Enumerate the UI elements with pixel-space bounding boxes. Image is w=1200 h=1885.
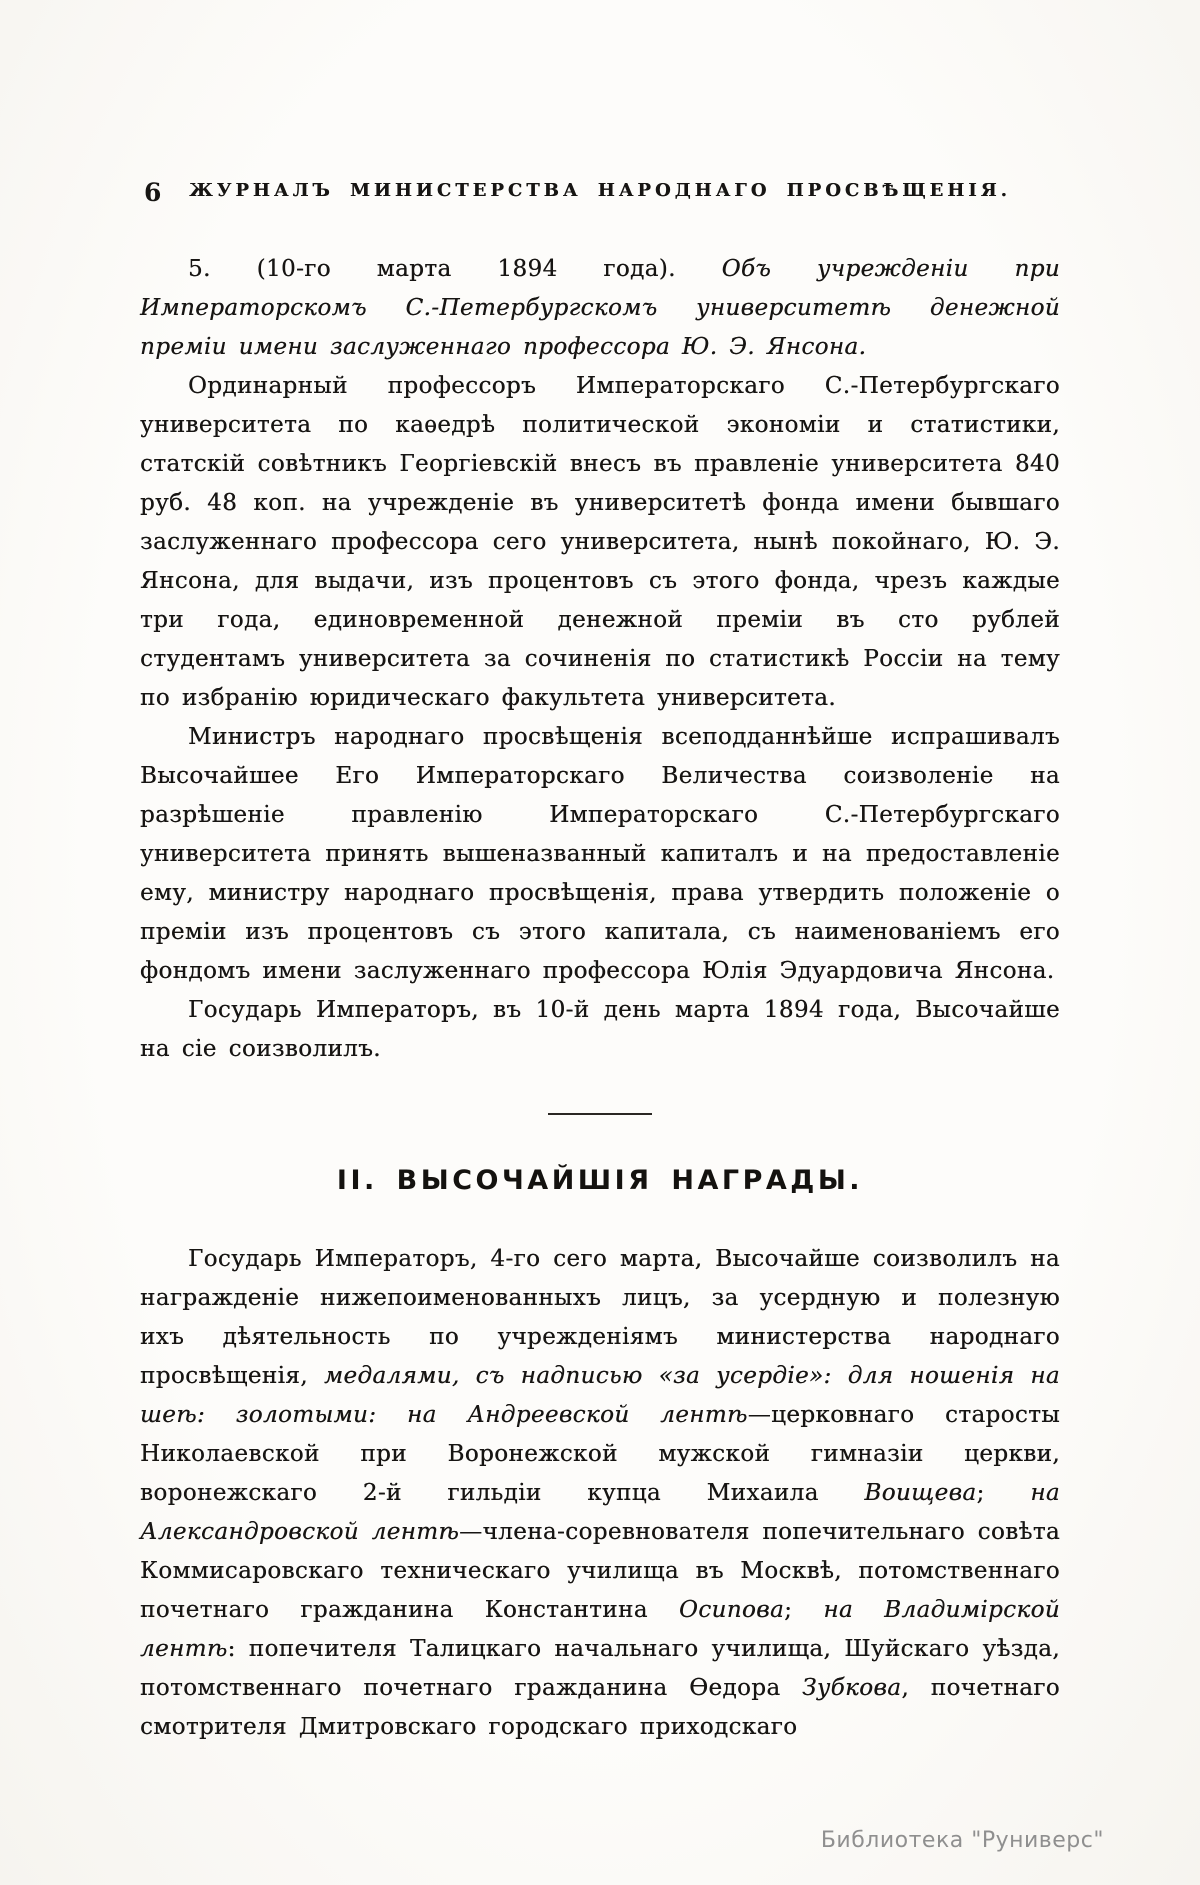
text-segment: : попечителя Талицкаго начальнаго училища, Шуйскаго уѣзда, потомственнаго почетнаго гражданина Ѳедора bbox=[140, 1636, 1060, 1701]
running-title: ЖУРНАЛЪ МИНИСТЕРСТВА НАРОДНАГО ПРОСВѢЩЕНІЯ. bbox=[189, 180, 1011, 201]
library-watermark: Библиотека "Руниверс" bbox=[820, 1828, 1104, 1853]
medal-clause: медалями, съ надписью «за усердіе»: для ношенія на шеѣ: золотыми: на Андреевской лентѣ bbox=[140, 1363, 1060, 1428]
text-segment: ; bbox=[976, 1480, 1031, 1506]
text-segment: —члена-соревнователя попечительнаго совѣта Коммисаровскаго техническаго училища въ Москвѣ, потомственнаго почетнаго гражданина Константина bbox=[140, 1519, 1061, 1623]
page-number: 6 bbox=[144, 178, 163, 207]
ribbon-clause: на Владимірской лентѣ bbox=[140, 1597, 1060, 1662]
page-header bbox=[140, 180, 1060, 210]
awardee-name: Зубкова bbox=[802, 1675, 902, 1701]
text-segment: ; bbox=[784, 1597, 824, 1623]
ribbon-clause: на Александровской лентѣ bbox=[140, 1480, 1060, 1545]
decree-paragraph-1: Ординарный профессоръ Императорскаго С.-Петербургскаго университета по каѳедрѣ политической экономіи и статистики, статскій совѣтникъ Георгіевскій внесъ въ правленіе университета 840 руб. 48 коп. на учрежденіе въ университетѣ фонда имени бывшаго заслуженнаго профессора сего университета, нынѣ покойнаго, Ю. Э. Янсона, для выдачи, изъ процентовъ съ этого фонда, чрезъ каждые три года, единовременной денежной преміи въ сто рублей студентамъ университета за сочиненія по статистикѣ Россіи на тему по избранію юридическаго факультета университета. bbox=[140, 373, 1060, 711]
awardee-name: Осипова bbox=[678, 1597, 785, 1623]
text-segment: —церковнаго старосты Николаевской при Воронежской мужской гимназіи церкви, воронежскаго 2-й гильдіи купца Михаила bbox=[140, 1402, 1060, 1506]
awardee-name: Воищева bbox=[864, 1480, 977, 1506]
decree-heading bbox=[140, 250, 1060, 367]
decree-paragraph-2: Министръ народнаго просвѣщенія всеподданнѣйше испрашивалъ Высочайшее Его Императорскаго Величества соизволеніе на разрѣшеніе правленію Императорскаго С.-Петербургскаго университета принять вышеназванный капиталъ и на предоставленіе ему, министру народнаго просвѣщенія, права утвердить положеніе о преміи изъ процентовъ съ этого капитала, съ наименованіемъ его фондомъ имени заслуженнаго профессора Юлія Эдуардовича Янсона. bbox=[140, 724, 1060, 984]
decree-number: 5. (10-го марта 1894 года). bbox=[188, 256, 722, 282]
section-divider bbox=[548, 1113, 652, 1115]
section-heading: II. ВЫСОЧАЙШІЯ НАГРАДЫ. bbox=[336, 1165, 864, 1196]
awards-paragraph bbox=[140, 1240, 1060, 1747]
decree-paragraph-3: Государь Императоръ, въ 10-й день марта 1894 года, Высочайше на сіе соизволилъ. bbox=[140, 997, 1060, 1062]
article-body bbox=[140, 250, 1060, 1747]
decree-title: Объ учрежденіи при Императорскомъ С.-Петербургскомъ университетѣ денежной преміи имени заслуженнаго профессора Ю. Э. Янсона. bbox=[140, 256, 1060, 360]
text-segment: , почетнаго смотрителя Дмитровскаго городскаго приходскаго bbox=[140, 1675, 1060, 1740]
text-segment: Государь Императоръ, 4-го сего марта, Высочайше соизволилъ на награжденіе нижепоименованныхъ лицъ, за усердную и полезную ихъ дѣятельность по учрежденіямъ министерства народнаго просвѣщенія, bbox=[140, 1246, 1060, 1389]
